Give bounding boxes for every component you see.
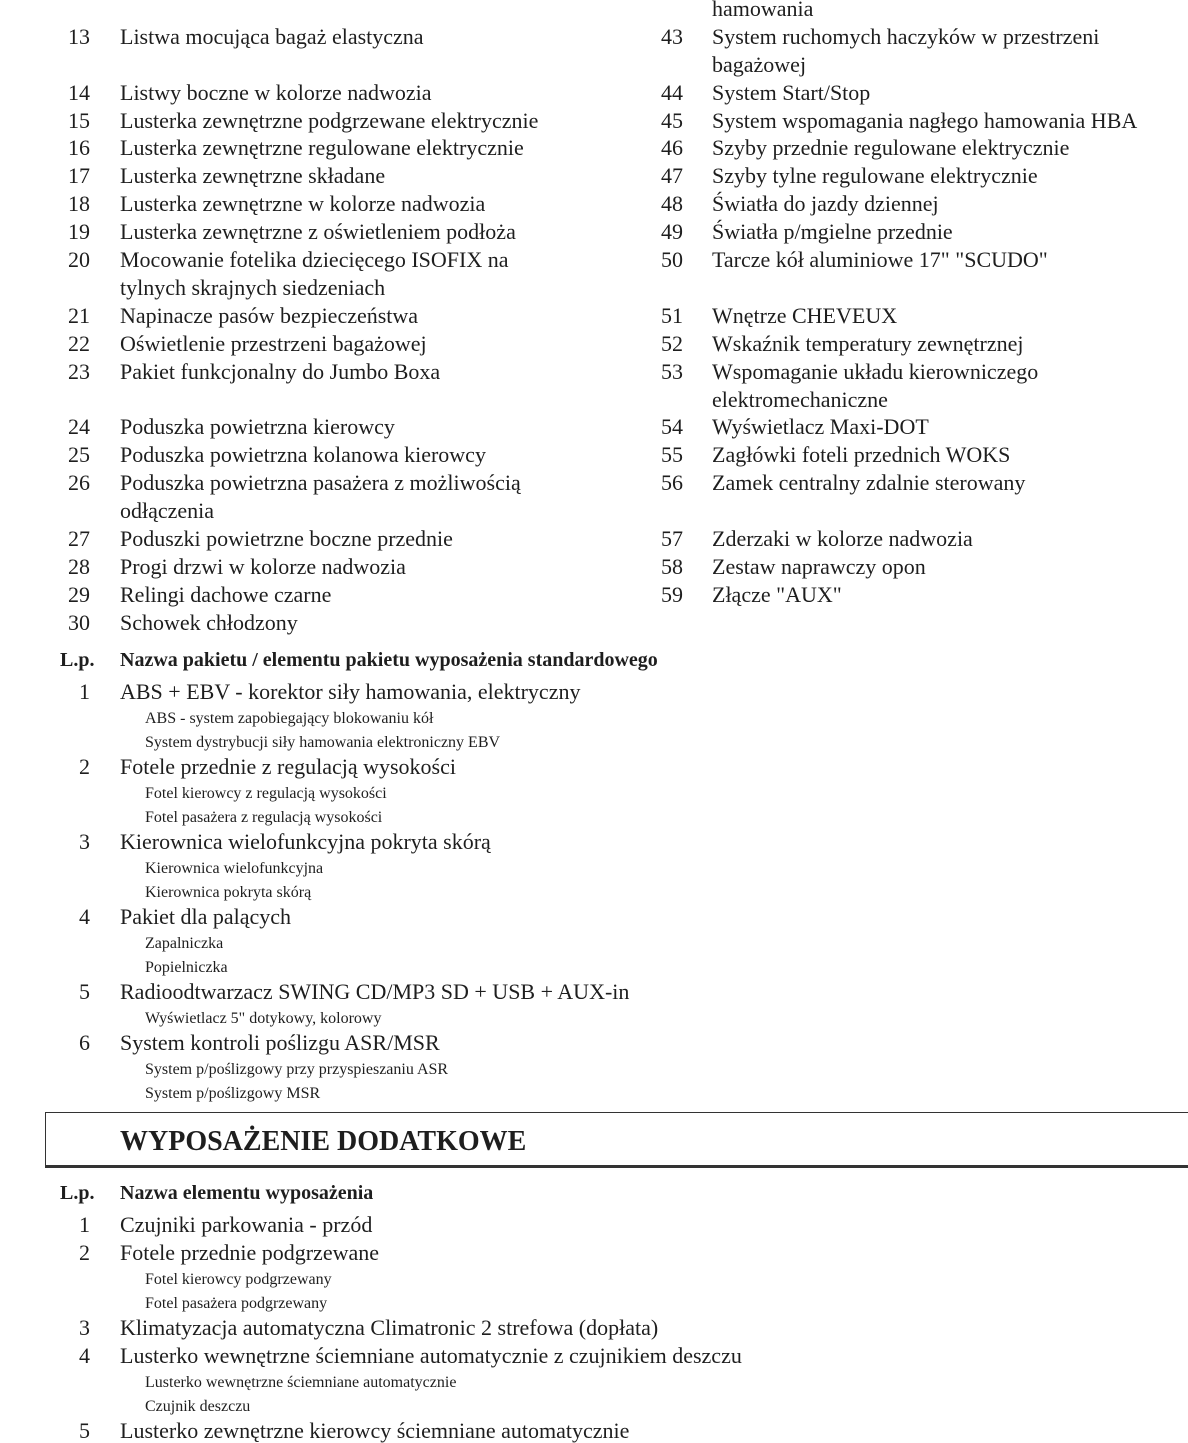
list-item-number: 44 [661, 79, 683, 105]
package-sub-item: Popielniczka [145, 959, 228, 977]
package-sub-item: Wyświetlacz 5" dotykowy, kolorowy [145, 1010, 382, 1028]
package-item-name: Fotele przednie podgrzewane [120, 1239, 379, 1265]
list-item-label: Lusterka zewnętrzne w kolorze nadwozia [120, 191, 486, 217]
package-item-number: 4 [79, 1342, 90, 1368]
column-header-lp: L.p. [60, 1182, 95, 1204]
list-item-number: 54 [661, 414, 683, 440]
package-sub-item: Zapalniczka [145, 935, 224, 953]
package-sub-item: Fotel kierowcy podgrzewany [145, 1271, 332, 1289]
package-sub-item: System p/poślizgowy MSR [145, 1085, 321, 1103]
package-item-number: 4 [79, 903, 90, 929]
list-item-number: 27 [68, 526, 90, 551]
list-item-number: 18 [68, 191, 90, 217]
package-item-name: Klimatyzacja automatyczna Climatronic 2 strefowa (dopłata) [120, 1314, 659, 1340]
list-item-label: Relingi dachowe czarne [120, 581, 332, 607]
list-item-number: 28 [68, 553, 90, 579]
package-item-number: 5 [79, 1417, 90, 1443]
package-item-name: System kontroli poślizgu ASR/MSR [120, 1029, 440, 1055]
list-item-number: 45 [661, 107, 683, 133]
list-item-label: tylnych skrajnych siedzeniach [120, 274, 386, 300]
package-sub-item: Fotel pasażera z regulacją wysokości [145, 809, 383, 827]
list-item-label: Lusterka zewnętrzne regulowane elektrycznie [120, 135, 524, 161]
list-item-label: Napinacze pasów bezpieczeństwa [120, 302, 419, 328]
list-item-number: 47 [661, 163, 683, 189]
list-item-number: 52 [661, 330, 683, 356]
list-item-number: 13 [68, 23, 90, 49]
list-item-label: Wyświetlacz Maxi-DOT [712, 414, 929, 440]
package-sub-item: Kierownica wielofunkcyjna [145, 860, 324, 878]
package-sub-item: Czujnik deszczu [145, 1398, 251, 1416]
list-item-number: 14 [68, 79, 90, 105]
section-title: WYPOSAŻENIE DODATKOWE [120, 1126, 527, 1157]
package-item-number: 5 [79, 978, 90, 1004]
list-item-number: 59 [661, 581, 683, 607]
list-item-number: 15 [68, 107, 90, 133]
list-item-label: Światła p/mgielne przednie [712, 219, 953, 245]
list-item-label: Pakiet funkcjonalny do Jumbo Boxa [120, 358, 441, 384]
package-sub-item: System p/poślizgowy przy przyspieszaniu ASR [145, 1061, 449, 1079]
list-item-label: System wspomagania nagłego hamowania HBA [712, 107, 1138, 133]
list-item-label: Poduszka powietrzna kierowcy [120, 414, 395, 440]
package-item-name: ABS + EBV - korektor siły hamowania, elektryczny [120, 678, 581, 704]
list-item-label: Zamek centralny zdalnie sterowany [712, 470, 1026, 496]
list-item-label: Zestaw naprawczy opon [712, 553, 926, 579]
list-item-label: Wskaźnik temperatury zewnętrznej [712, 330, 1024, 356]
list-item-label: Listwy boczne w kolorze nadwozia [120, 79, 432, 105]
list-item-number: 56 [661, 470, 683, 496]
package-item-name: Kierownica wielofunkcyjna pokryta skórą [120, 828, 491, 854]
list-item-label: Lusterka zewnętrzne podgrzewane elektrycznie [120, 107, 539, 133]
list-item-label: Lusterka zewnętrzne składane [120, 163, 386, 189]
list-item-label: Lusterka zewnętrzne z oświetleniem podłoża [120, 219, 516, 245]
list-item-number: 49 [661, 219, 683, 245]
package-sub-item: Fotel kierowcy z regulacją wysokości [145, 785, 387, 803]
package-item-name: Fotele przednie z regulacją wysokości [120, 753, 456, 779]
list-item-number: 53 [661, 358, 683, 384]
list-item-number: 25 [68, 442, 90, 468]
list-item-label: Schowek chłodzony [120, 609, 298, 635]
list-item-label: bagażowej [712, 51, 807, 77]
list-item-label: Tarcze kół aluminiowe 17" "SCUDO" [712, 247, 1048, 272]
list-item-label: Wnętrze CHEVEUX [712, 302, 898, 328]
package-item-number: 1 [79, 678, 90, 704]
list-item-number: 43 [661, 23, 683, 49]
list-item-label: Progi drzwi w kolorze nadwozia [120, 553, 406, 579]
list-item-number: 20 [68, 247, 90, 272]
list-item-label: System Start/Stop [712, 79, 871, 105]
column-header-name: Nazwa elementu wyposażenia [120, 1182, 374, 1204]
package-item-number: 2 [79, 1239, 90, 1265]
list-item-label: elektromechaniczne [712, 386, 888, 412]
column-header-lp: L.p. [60, 649, 95, 671]
package-item-number: 6 [79, 1029, 90, 1055]
list-item-label: Mocowanie fotelika dziecięcego ISOFIX na [120, 247, 509, 272]
list-item-number: 46 [661, 135, 683, 161]
list-item-label: Listwa mocująca bagaż elastyczna [120, 23, 424, 49]
list-item-number: 22 [68, 330, 90, 356]
list-item-number: 23 [68, 358, 90, 384]
list-item-number: 17 [68, 163, 90, 189]
package-sub-item: System dystrybucji siły hamowania elektroniczny EBV [145, 734, 501, 752]
list-item-label: Poduszki powietrzne boczne przednie [120, 526, 453, 551]
list-item-number: 30 [68, 609, 90, 635]
package-item-number: 1 [79, 1211, 90, 1237]
list-item-label: Szyby przednie regulowane elektrycznie [712, 135, 1070, 161]
list-item-label: odłączenia [120, 498, 215, 524]
list-item-label: Szyby tylne regulowane elektrycznie [712, 163, 1038, 189]
list-item-continuation: hamowania [712, 0, 814, 21]
list-item-label: Światła do jazdy dziennej [712, 191, 939, 217]
package-item-name: Lusterko wewnętrzne ściemniane automatycznie z czujnikiem deszczu [120, 1342, 742, 1368]
list-item-label: Wspomaganie układu kierowniczego [712, 358, 1039, 384]
list-item-number: 55 [661, 442, 683, 468]
list-item-label: Poduszka powietrzna pasażera z możliwością [120, 470, 521, 496]
list-item-label: Złącze "AUX" [712, 581, 842, 607]
list-item-label: Poduszka powietrzna kolanowa kierowcy [120, 442, 486, 468]
package-item-name: Pakiet dla palących [120, 903, 292, 929]
list-item-label: Zderzaki w kolorze nadwozia [712, 526, 973, 551]
list-item-number: 51 [661, 302, 683, 328]
list-item-number: 21 [68, 302, 90, 328]
package-item-name: Lusterko zewnętrzne kierowcy ściemniane automatycznie [120, 1417, 630, 1443]
package-item-number: 3 [79, 828, 90, 854]
package-sub-item: Fotel pasażera podgrzewany [145, 1295, 328, 1313]
list-item-number: 24 [68, 414, 90, 440]
list-item-number: 16 [68, 135, 90, 161]
package-item-number: 2 [79, 753, 90, 779]
package-sub-item: ABS - system zapobiegający blokowaniu kół [145, 710, 434, 728]
list-item-number: 19 [68, 219, 90, 245]
package-sub-item: Lusterko wewnętrzne ściemniane automatycznie [145, 1374, 457, 1392]
package-item-number: 3 [79, 1314, 90, 1340]
list-item-number: 26 [68, 470, 90, 496]
list-item-label: System ruchomych haczyków w przestrzeni [712, 23, 1100, 49]
list-item-number: 57 [661, 526, 683, 551]
list-item-label: Oświetlenie przestrzeni bagażowej [120, 330, 427, 356]
list-item-label: Zagłówki foteli przednich WOKS [712, 442, 1011, 468]
list-item-number: 29 [68, 581, 90, 607]
list-item-number: 58 [661, 553, 683, 579]
package-item-name: Czujniki parkowania - przód [120, 1211, 373, 1237]
column-header-name: Nazwa pakietu / elementu pakietu wyposażenia standardowego [120, 649, 658, 671]
list-item-number: 50 [661, 247, 683, 272]
list-item-number: 48 [661, 191, 683, 217]
package-item-name: Radioodtwarzacz SWING CD/MP3 SD + USB + AUX-in [120, 978, 630, 1004]
section-title-box [45, 1112, 1188, 1168]
package-sub-item: Kierownica pokryta skórą [145, 884, 312, 902]
